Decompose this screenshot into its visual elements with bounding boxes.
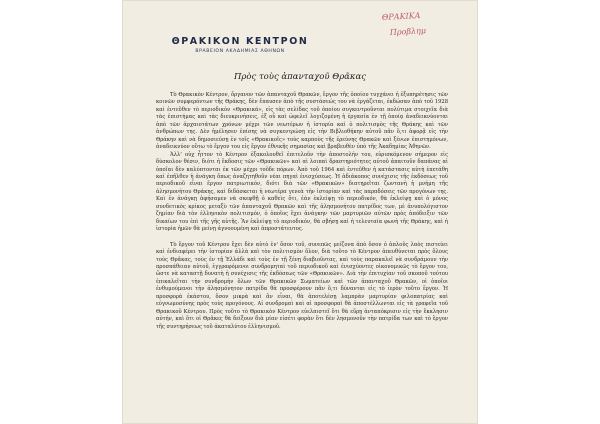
document-body [156,92,448,331]
document-page [122,0,478,424]
letterhead [160,36,320,54]
handwritten-annotation [374,8,464,42]
document-heading: Πρὸς τοὺς ἁπανταχοῦ Θρᾶκας [233,72,367,82]
organization-subtitle: ΒΡΑΒΕΙΟΝ ΑΚΑΔΗΜΙΑΣ ΑΘΗΝΩΝ [195,49,285,54]
body-paragraph-2: Ἀλλ' οὐχ ἧττον τὸ Κέντρον ἐξακολουθεῖ ἐπιτελοῦν τὴν ἀποστολήν του, εὑρισκόμενον σήμερον εἰς δύσκολον θέσιν, διότι ἡ ἔκδοσις τῶν «Θρακικῶν» καὶ αἱ λοιπαὶ δραστηριότητες αὐτοῦ ἀπαιτοῦν δαπάνας αἱ ὁποῖαι δὲν καλύπτονται ἐκ τῶν μέχρι τοῦδε πόρων. Ἀπὸ τοῦ 1964 καὶ ἐντεῦθεν ἡ κατάστασις αὐτὴ ἐπετάθη καὶ ἐπῆλθεν ἡ ἀνάγκη ὅπως ἀναζητηθοῦν νέαι πηγαὶ ἐνισχύσεως. Ἡ ἀδιάκοπος συνέχισις τῆς ἐκδόσεως τοῦ περιοδικοῦ εἶναι ἔργον πατριωτικόν, διότι διὰ τῶν «Θρακικῶν» διατηρεῖται ζωντανὴ ἡ μνήμη τῆς ἀλησμονήτου Θράκης, καὶ διδάσκεται ἡ νεωτέρα γενεὰ τὴν ἱστορίαν καὶ τὰς παραδόσεις τῶν προγόνων της. Καὶ ἐν ἀνάγκῃ ἀφήσαμεν νὰ σκεφθῇ ὁ καθεὶς ὅτι, ἐὰν ἐκλείψῃ τὸ περιοδικόν, θὰ ἐκλείψῃ καὶ ὁ μόνος συνδετικὸς κρίκος μεταξὺ τῶν ἁπανταχοῦ Θρακῶν καὶ τῆς ἀλησμονήτου πατρίδος των, μὲ ἀνυπολόγιστον ζημίαν διὰ τὸν ἑλληνικὸν πολιτισμόν, ὁ ὁποῖος ἔχει ἀνάγκην τῶν μαρτυριῶν αὐτῶν πρὸς ἀπόδειξιν τῶν δικαίων του ἐπὶ τῆς γῆς αὐτῆς. Ἂν ἐκλείψῃ τὸ περιοδικόν, θὰ σβήσῃ καὶ ἡ τελευταία φωνὴ τῆς Θράκης, καὶ ἡ ἱστορία ἡμῶν θὰ μείνῃ ἀγνοουμένη καὶ ἀπροστάτευτος. [156,151,448,233]
handwritten-line-2: Προβλημ [389,26,427,37]
handwritten-line-1: ΘΡΑΚΙΚΑ [381,10,421,22]
body-paragraph-1: Τὸ Θρακικὸν Κέντρον, ὄργανον τῶν ἁπανταχοῦ Θρακῶν, ἔργον τῆς ὁποίου τυγχάνει ἡ ἐξυπηρέτησις τῶν κοινῶν συμφερόντων τῆς Θράκης, δὲν ἔπαυσεν ἀπὸ τῆς συστάσεώς του νὰ ἐργάζεται, ἐκδώσαν ἀπὸ τοῦ 1928 καὶ ἐντεῦθεν τὸ περιοδικὸν «Θρακικά», εἰς τὰς σελίδας τοῦ ὁποίου συγκεντροῦνται πολύτιμα στοιχεῖα διὰ τὰς ἐπιστήμας καὶ τὰς διευκρινήσεις, ἐξ οὗ καὶ ὠφελεῖ λογιζομένη ἡ ἐργασία ἐν τῇ ὁποίᾳ ἀναδεικνύονται ἀπὸ τῶν ἀρχαιοτάτων χρόνων μέχρι τῶν νεωτέρων ἡ ἱστορία καὶ ὁ πολιτισμὸς τῆς Θράκης καὶ τῶν ἀνθρώπων της. Δὲν ἠμέλησεν ἐπίσης νὰ συγκεντρώσῃ εἰς τὴν Βιβλιοθήκην αὐτοῦ πᾶν ὅ,τι ἀφορᾷ εἰς τὴν Θράκην καὶ νὰ δημοσιεύσῃ ἐν τοῖς «Θρακικοῖς» τοὺς καρποὺς τῆς ἐρεύνης Θρακῶν καὶ ξένων ἐπιστημόνων, ἀναδεικνύον οὕτω τὸ ἔργον του εἰς ἔργον ἐθνικῆς σημασίας καὶ βραβευθὲν ὑπὸ τῆς Ἀκαδημίας Ἀθηνῶν. [156,92,448,151]
organization-title: ΘΡΑΚΙΚΟΝ ΚΕΝΤΡΟΝ [171,36,309,47]
body-paragraph-3: Τὸ ἔργον τοῦ Κέντρου ἔχει δὲν αὐτὸ ἐν' ὅσον τοῦ, συνεπῶς μείζονα ἀπὸ ὅσον ὁ ἀπλοῦς λαὸς πιστεύει καὶ ἐνδιαφέρει τὴν ἱστορίαν ἀλλὰ καὶ τὸν πολιτισμὸν ὅλον, διὰ τοῦτο τὸ Κέντρον ἀπευθύνεται πρὸς ὅλους τοὺς Θρᾶκας, τοὺς ἐν τῇ Ἑλλάδι καὶ τοὺς ἐν τῇ ξένῃ διαβιοῦντας, καὶ τοὺς παρακαλεῖ νὰ συνδράμουν τὴν προσπάθειαν αὐτοῦ, ἐγγραφόμενοι συνδρομηταὶ τοῦ περιοδικοῦ καὶ ἐνισχύοντες οἰκονομικῶς τὸ ἔργον του, ὥστε νὰ καταστῇ δυνατὴ ἡ συνέχισις τῆς ἐκδόσεως τῶν «Θρακικῶν». Διὰ τὴν ἐπιτυχίαν τοῦ σκοποῦ τούτου ἐπικαλεῖται τὴν συνδρομὴν ὅλων τῶν Θρακικῶν Σωματείων καὶ τῶν ἁπανταχοῦ Θρακῶν, οἱ ὁποῖοι ἐνθυμούμενοι τὴν ἀλησμόνητον πατρίδα θὰ προσφέρουν πᾶν ὅ,τι δύνανται εἰς τὸ ἱερὸν τοῦτο ἔργον. Ἡ προσφορὰ ἑκάστου, ὅσον μικρὰ καὶ ἂν εἶναι, θὰ ἀποτελέσῃ λαμπρὰν μαρτυρίαν φιλοπατρίας καὶ εὐγνωμοσύνης πρὸς τοὺς προγόνους. Αἱ συνδρομαὶ καὶ αἱ προσφοραὶ θὰ ἀποστέλλωνται εἰς τὰ γραφεῖα τοῦ Θρακικοῦ Κέντρου. Πρὸς τοῦτο τὸ Θρακικὸν Κέντρον εὐελπιστεῖ ὅτι θὰ εὕρῃ ἀνταπόκρισιν εἰς τὴν ἔκκλησιν αὐτήν, καὶ ὅτι οἱ Θρᾶκες θὰ δείξουν διὰ μίαν εἰσέτι φορὰν ὅτι δὲν λησμονοῦν τὴν πατρίδα των καὶ τὸ ἔργον τῆς συντηρήσεως τοῦ ἀκαταλύτου ἑλληνισμοῦ. [156,241,448,330]
